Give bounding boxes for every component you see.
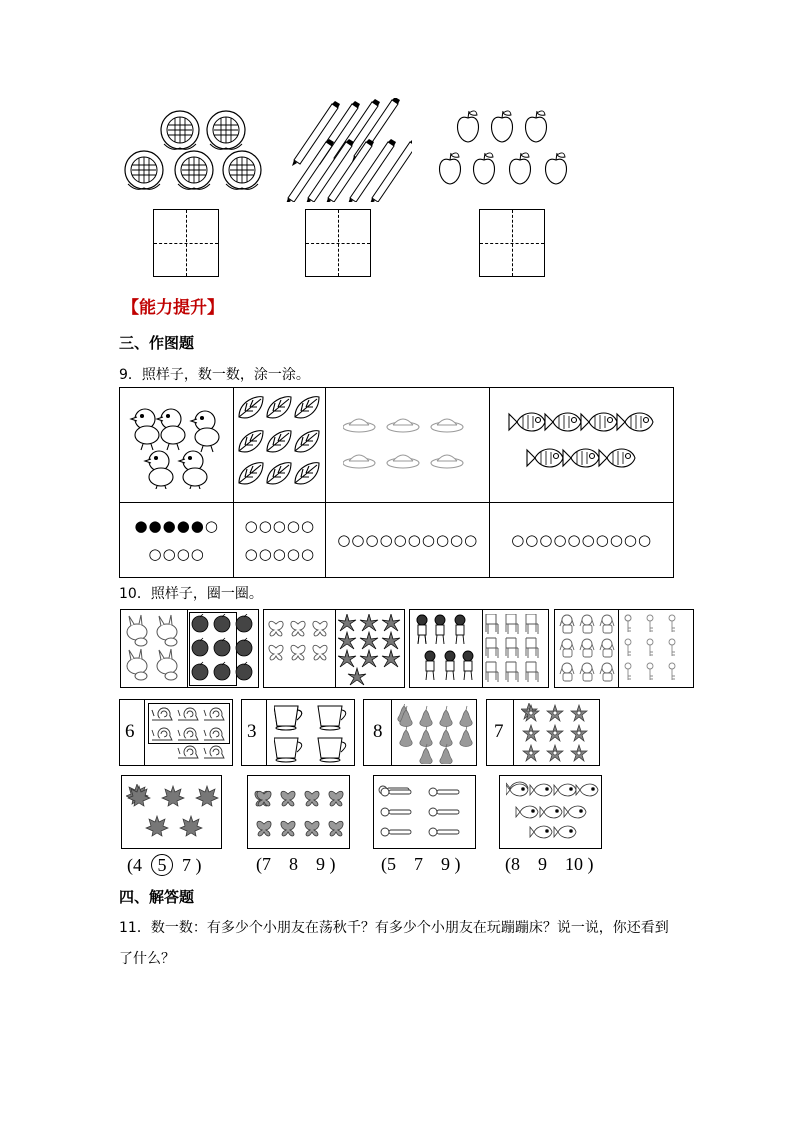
fish-icon (507, 410, 657, 476)
apple-group (436, 104, 574, 190)
children-icon (414, 614, 480, 686)
q10-butterfly-box (247, 775, 350, 849)
q9-table (119, 387, 674, 578)
maple-leaf-icon (126, 784, 220, 844)
ability-heading: 【能力提升】 (122, 298, 224, 318)
q10-pair-dog-key (554, 609, 694, 688)
sunflower-icon (223, 151, 261, 189)
q10-maple-box (121, 775, 222, 849)
q9-cell-hats (326, 388, 490, 503)
q11-line1: 11．数一数：有多少个小朋友在荡秋千？有多少个小朋友在玩蹦蹦床？说一说，你还看到 (119, 920, 669, 936)
q10-prompt: 10．照样子，圈一圈。 (119, 586, 263, 602)
sunflower-icon (175, 151, 213, 189)
option[interactable]: 7 (414, 854, 423, 874)
q10-options-fish: (8 9 10 ) (505, 854, 594, 874)
q9-circles-2[interactable]: ○○○○○ ○○○○○ (234, 503, 326, 578)
option[interactable]: 10 (565, 854, 583, 874)
option[interactable]: 9 (538, 854, 547, 874)
option[interactable]: 7 (182, 855, 191, 875)
q9-circles-3[interactable]: ○○○○○○○○○○ (326, 503, 490, 578)
q10-starflower-box (486, 699, 600, 766)
q10-options-butterfly: (7 8 9 ) (256, 854, 336, 874)
q10-pair-children-chair (409, 609, 549, 688)
rabbit-icon (123, 614, 187, 684)
dog-icon (559, 614, 619, 686)
hat-icon (343, 413, 473, 473)
pear-icon (396, 704, 476, 764)
q10-number-8: 8 (373, 721, 383, 742)
q9-circles-4[interactable]: ○○○○○○○○○○ (490, 503, 674, 578)
q10-pear-box (363, 699, 477, 766)
option[interactable]: 8 (289, 854, 298, 874)
q9-cell-chicks (120, 388, 234, 503)
leaf-icon (237, 395, 323, 491)
section3-title: 三、作图题 (119, 334, 195, 352)
chick-icon (127, 397, 227, 489)
sunflower-icon (125, 151, 163, 189)
option-circled[interactable]: 5 (151, 854, 173, 876)
q10-options-toothbrush: (5 7 9 ) (381, 854, 461, 874)
q10-number-6: 6 (125, 721, 135, 742)
butterfly-icon (266, 616, 332, 666)
q10-pair-rabbit-apple (120, 609, 259, 688)
writing-box-apple[interactable] (479, 209, 545, 277)
option[interactable]: 4 (133, 855, 142, 875)
star-flower-icon (521, 703, 597, 765)
q10-fish-box (499, 775, 602, 849)
q10-cup-box (241, 699, 355, 766)
q10-snail-box (119, 699, 233, 766)
q10-number-7: 7 (494, 721, 504, 742)
sunflower-icon (161, 111, 199, 149)
key-icon (623, 614, 689, 686)
option[interactable]: 7 (262, 854, 271, 874)
q11-line2: 了什么？ (119, 951, 175, 967)
fish-icon (506, 780, 600, 846)
q9-circles-1[interactable]: ●●●●●○ ○○○○ (120, 503, 234, 578)
cup-icon (274, 704, 354, 764)
section4-title: 四、解答题 (119, 888, 195, 906)
q10-options-maple: (4 5 7 ) (127, 855, 202, 875)
apple-icon (191, 614, 257, 686)
flower-icon (338, 614, 404, 686)
option[interactable]: 9 (316, 854, 325, 874)
sunflower-group (122, 108, 267, 196)
q9-cell-fish (490, 388, 674, 503)
snail-icon (150, 706, 232, 762)
option[interactable]: 5 (387, 854, 396, 874)
writing-box-sunflower[interactable] (153, 209, 219, 277)
option[interactable]: 9 (441, 854, 450, 874)
option[interactable]: 8 (511, 854, 520, 874)
chair-icon (484, 614, 550, 686)
q10-pair-butterfly-flower (263, 609, 405, 688)
sunflower-icon (207, 111, 245, 149)
q10-number-3: 3 (247, 721, 257, 742)
butterfly-icon (252, 786, 348, 842)
writing-box-pencil[interactable] (305, 209, 371, 277)
q9-prompt: 9．照样子，数一数，涂一涂。 (119, 367, 310, 383)
q9-cell-leaves (234, 388, 326, 503)
pencil-group (284, 98, 412, 202)
q10-toothbrush-box (373, 775, 476, 849)
toothbrush-icon (378, 784, 474, 844)
